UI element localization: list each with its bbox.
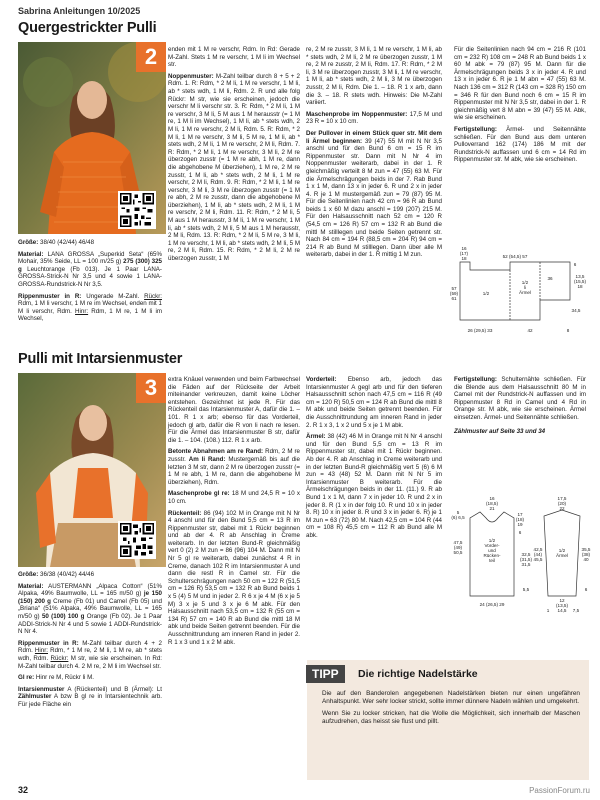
section1-title: Quergestrickter Pulli [18, 20, 157, 36]
dim-label: 1 [546, 608, 550, 613]
section2-title: Pulli mit Intarsienmuster [18, 351, 183, 367]
stockinette-label: Gl re: [18, 674, 35, 682]
dim-label: (59) [450, 291, 459, 296]
dim-label: 61 [451, 296, 457, 301]
dim-label: 47,5 [453, 540, 463, 545]
decrease-label: Betonte Abnahmen am re Rand: [168, 448, 264, 456]
dim-label: (49) [453, 545, 463, 550]
material-text-3: Orange (Fb 02). Je 1 Paar ADDI-Strick-N Nr 4 und 5 sowie 1 ADDI-Rundstrick-N Nr 4. [18, 612, 162, 636]
dim-label: 45,5 [533, 557, 543, 562]
pullover-continued: Für die Seitenlinien nach 94 cm = 216 R (101 cm = 232 R) 108 cm = 248 R ab Bund beids 1 x 60 M abk = 79 (87) 95 M. Dann für die Ärmelschrägungen beids 3 x in jeder 4. R und 13 x in jeder 6. R je 1 M abn = 47 (55) 63 M. Nach 136 cm = 312 R (143 cm = 328 R) 150 cm = 346 R für den Bund noch 6 cm = 15 R im Rippenmuster mit N Nr 3,5 str, dabei in der 1. R gleichmäßig vert 8 M abn = 39 (47) 55 M. Abk, wie sie erscheinen. [454, 46, 586, 122]
intarsia-continued: extra Knäuel verwenden und beim Farbwechsel die Fäden auf der Rückseite der Arbeit miteinander verkreuzen, damit keine Löcher entstehen. Gezeichnet ist jede R. Für das Rückenteil das Intarsienmuster A, dafür die 1. – 101. R 1 x arb; ebenso für das Vorderteil, jedoch gl arb, dafür die R von li nach re lesen. Für die Ärmel das Intarsienmuster B str, dafür die 1. – 104. (108.) 112. R 1 x arb. [168, 376, 300, 444]
section2-column-3 [306, 376, 442, 543]
gauge-label: Maschenprobe gl re: [168, 490, 230, 498]
rib-pattern-text-2: Rdm, * 1 M re, 2 M li, 1 M re, ab * stets wdh, Rdm. [18, 647, 162, 662]
back-label: Rückenteil: [168, 509, 202, 517]
watermark: PassionForum.ru [529, 786, 590, 795]
dim-label: 35,5 [581, 547, 591, 552]
bobble-pattern-label: Noppenmuster: [168, 72, 214, 80]
gauge-text: 18 M und 24,5 R = 10 x 10 cm. [168, 490, 301, 505]
qr-code[interactable] [118, 521, 156, 559]
finishing-label: Fertigstellung: [454, 125, 497, 133]
dim-label: 16 [489, 496, 495, 501]
dim-label: und [488, 548, 496, 553]
bobble-pattern-text: M-Zahl teilbar durch 8 + 5 + 2 Rdm. 1. R: Rdm, * 2 M li, 1 M re verschr, 1 M li, ab * stets wdh, 1 M li, Rdm. 2. R und alle folg Rückr: M str, wie sie erscheinen, jedoch die verschr M li verschr str. 3. R: Rdm, * 2 M li, 1 M re verschr, 3 M li, 5 M aus 1 M herausstr (= 1 M re, 1 M li im Wechsel), 1 M li, ab * stets wdh, 2 M li, 1 M re verschr, 2 M li, Rdm. 5. R: Rdm, * 2 M li, 1 M re verschr, 3 M li, 5 M re, 1 M li, ab * stets wdh, 2 M li, 1 M re verschr, 2 M li, Rdm. 7. R: Rdm, * 2 M li, 1 M re verschr, 3 M li, 2 M re überzogen zusstr (= 1 M re abh, 1 M re, dann die abgehobene M überziehen), 1 M re, 2 M re zusstr, 1 M li, ab * stets wdh, 2 M li, 1 M re verschr, 2 M li, Rdm. 9. R: Rdm, * 2 M li, 1 M re verschr, 3 M li, 3 M re überzogen zusstr (= 1 M re abh, 2 M re zusstr, dann die abgehobene M überziehen), 1 M li, ab * stets wdh, 2 M li, 1 M re verschr, 2 M li, Rdm. 11. R: Rdm, * 2 M li, 5 M aus 1 M herausstr, 3 M li, 1 M re verschr, 1 M li, ab * stets wdh, 2 M li, 5 M aus 1 M herausstr, 2 M li, Rdm. 13. R: Rdm, * 2 M li, 5 M re, 3 M li, 1 M re verschr, 1 M li, ab * stets wdh, 2 M li, 5 M re, 2 M li, Rdm. 15. R: Rdm, * 2 M li, 2 M re überzogen zusstr, 1 M [168, 72, 300, 263]
dim-label: 24 (26,5) 29 [479, 602, 505, 607]
dim-label: (13,5) [555, 603, 569, 608]
tip-paragraph-2: Wenn Sie zu locker stricken, hat die Wolle die Möglichkeit, sich innerhalb der Maschen aufzudrehen, das heisst sie flust und pillt. [322, 710, 580, 725]
wrong-side-row-label: Rückr: [144, 292, 162, 300]
rib-pattern-text: M-Zahl teilbar durch 4 + 2 Rdm. [18, 639, 162, 655]
dim-label: (18) [515, 517, 525, 522]
section1-column-1 [18, 239, 162, 327]
front-text: Ebenso arb, jedoch das Intarsienmuster A gegl arb und für den tieferen Halsausschnitt schon nach 47,5 cm = 116 R (49 cm = 120 R) 50,5 cm = 124 R ab Bund die mittl 8 M abk und beide Seiten getrennt beenden. Für die Ausschnittrundung am inneren Rand in jeder 2. R 1 x 3, 1 x 2 und 5 x je 1 M abk. [306, 376, 442, 429]
intarsia-text: A (Rückenteil) und B (Ärmel): Lt [64, 685, 162, 693]
dim-label: Rücken- [483, 553, 501, 558]
pattern-number-badge: 3 [136, 373, 166, 403]
material-text-2: Creme (Fb 01) und Camel (Fb 05) und „Briana“ (51% Alpaka, 49% Baumwolle, LL = 165 m/50 g) [18, 597, 162, 620]
rib-pattern-label: Rippenmuster in R: [18, 292, 82, 300]
section1-column-2 [168, 46, 300, 267]
dim-label: 7,5 [572, 608, 580, 613]
dim-label: 32,5 [521, 552, 531, 557]
dim-label: 6 [584, 587, 588, 592]
page-number: 32 [18, 785, 29, 795]
dim-label: (31,5) [519, 557, 533, 562]
dim-label: 5 [456, 510, 460, 515]
dim-label: Ärmel [556, 553, 568, 558]
dim-label: 18 [461, 256, 467, 261]
chart-caption: Zählmuster auf Seite 33 und 34 [454, 427, 546, 435]
finishing-text: Ärmel- und Seitennähte schließen. Für den Bund aus dem unteren Pulloverrand 162 (174) 186 M mit der Rundstrick-N auffassen und 6 cm = 14 Rd im Rippenmuster str. M abk, wie sie erscheinen. [454, 125, 586, 164]
dim-label: 1/2 [521, 280, 529, 285]
finishing-label: Fertigstellung: [454, 376, 497, 383]
dim-label: (15,5) [573, 279, 587, 284]
dim-label: Ärmel [519, 290, 531, 295]
decrease-left-label: Am li Rand: [188, 455, 226, 463]
dim-label: 42 [527, 328, 533, 333]
material-label: Material: [18, 582, 44, 590]
tip-paragraph-1: Die auf den Banderolen angegebenen Nadelstärken bieten nur einen ungefähren Anhaltspunkt. Wer sehr locker strickt, sollte immer dünnere Nadeln wählen und umgekehrt. [322, 690, 580, 705]
intarsia-label: Intarsienmuster [18, 685, 65, 693]
rib-pattern-label: Rippenmuster in R: [18, 639, 79, 647]
dim-label: 22 [559, 506, 565, 511]
section2-column-4 [454, 376, 586, 439]
chart-ref: Zählmuster [18, 693, 52, 701]
dim-label: 8 [566, 328, 570, 333]
size-value: 38/40 (42/44) 46/48 [38, 239, 95, 246]
rib-pattern-text-3: M str, wie sie erscheinen. In Rd: M-Zahl teilbar durch 4. 2 M re, 2 M li im Wechsel str. [18, 654, 162, 670]
dim-label: teil [489, 558, 495, 563]
rib-pattern-text: Ungerade M-Zahl. [81, 292, 145, 300]
material-text: AUSTERMANN „Alpaca Cotton“ (51% Alpaka, 49% Baumwolle, LL = 165 m/50 g) [18, 582, 162, 598]
dim-label: (44) [533, 552, 543, 557]
size-label: Größe: [18, 571, 39, 578]
pattern-number-badge: 2 [136, 42, 166, 72]
dim-label: 13,5 [575, 274, 585, 279]
section2-column-2 [168, 376, 300, 650]
schematic-diagram-2 [448, 496, 593, 616]
size-value: 36/38 (40/42) 44/46 [38, 571, 95, 578]
dim-label: (18,5) [485, 501, 499, 506]
dim-label: 26 (29,5) 33 [467, 328, 493, 333]
dim-label: 40 [583, 557, 589, 562]
dim-label: 31,5 [521, 562, 531, 567]
decrease-left-text: Mustergemäß bis auf die letzten 3 M str, dann 2 M re überzogen zusstr (= 1 M re abh, 1 M re, dann die abgehobene M überziehen), Rdm. [168, 455, 300, 486]
material-text: LANA GROSSA „Superkid Seta“ (65% Mohair, 35% Seide, LL = 100 m/25 g) [18, 250, 162, 266]
qr-code[interactable] [118, 191, 156, 229]
dim-label: 14,5 [557, 608, 567, 613]
dim-label: 57 [451, 286, 457, 291]
material-amount: 275 (300) 325 g [18, 258, 162, 273]
wrong-side-row-label: Rückr: [50, 654, 69, 662]
dim-label: 50,5 [453, 550, 463, 555]
size-label: Größe: [18, 239, 39, 246]
dim-label: 1/2 [558, 548, 566, 553]
gauge-text: 17,5 M und 23 R = 10 x 10 cm. [306, 110, 442, 126]
dim-label: (20) [557, 501, 567, 506]
pullover-label: Der Pullover in einem Stück quer str. Mit dem li Ärmel beginnen: [306, 129, 442, 145]
bobble-continued: re, 2 M re zusstr, 3 M li, 1 M re verschr, 1 M li, ab * stets wdh, 2 M li, 2 M re überzogen zusstr, 1 M re, 2 M re zusstr, 2 M li, Rdm. 17. R: Rdm, * 2 M li, 3 M re überzogen zusstr, 3 M li, 1 M re verschr, 1 M li, ab * stets wdh, 2 M li, 3 M re überzogen zusstr, 2 M li, Rdm. Die 1. – 18. R 1 x arb, dann die 3. – 18. R stets wdh. Hinweis: Die M-Zahl variiert. [306, 46, 442, 107]
section1-column-3 [306, 46, 442, 263]
dim-label: 6 [518, 530, 522, 535]
material-text-2: Leuchtorange (Fb 013). Je 1 Paar LANA-GROSSA-Strick-N Nr 3,5 und 4 sowie 1 LANA-GROSSA-Rundstrick-N Nr 3,5. [18, 265, 162, 288]
dim-label: 42,5 [533, 547, 543, 552]
dim-label: (6) 6,5 [451, 515, 465, 520]
dim-label: 16 [461, 246, 467, 251]
dim-label: (38) [581, 552, 591, 557]
dim-label: Vorder- [484, 543, 500, 548]
pullover-text: 39 (47) 55 M mit N Nr 3,5 anschl und für den Bund 6 cm = 15 R im Rippenmuster str. Dann mit N Nr 4 im Noppenmuster weiterarb, dabei in der 1. R gleichmäßig verteilt 8 M zun = 47 (55) 63 M. Für die Ärmelschrägungen beids in der 7. Rab Bund 1 x 1 M, dann 13 x in jeder 6. R und 2 x in jeder 4. R je 1 M mustergemäß zun = 79 (87) 95 M. Für die Seitenlinien nach 42 cm = 96 R ab Bund beids 1 x 60 M dazu anschl = 199 (207) 215 M. Für den Halsausschnitt nach 52 cm = 120 R (54,5 cm = 126 R) 57 cm = 132 R ab Bund die mittl M stilllegen und beide Seiten getrennt str. Nach 84 cm = 194 R (88,5 cm = 204 R) 94 cm = 214 R ab Bund M stilllegen. Dann über alle M weiterarb, dabei in der 1. R mittig 1 M zun. [306, 137, 442, 259]
tip-label: TIPP [306, 665, 345, 683]
material-label: Material: [18, 250, 44, 258]
stockinette-text: Hinr re M, Rückr li M. [34, 674, 94, 682]
section1-column-4 [454, 46, 586, 168]
back-text: 86 (94) 102 M in Orange mit N Nr 4 anschl und für den Bund 5,5 cm = 13 R im Rippenmuster str, dabei mit 1 Rückr beginnen und ab der 4. R ab Anschlag in Creme weiterarb. In der letzten Bund-R gleichmäßig vert 0 (2) 2 M zun = 86 (96) 104 M. Dann mit N Nr 5 gl re weiterarb, dabei zunächst 4 R in Creme, danach 102 R im Intarsienmuster A und dann die restl R in Camel str. Für die Schulterschrägungen nach 50 cm = 122 R (51,5 cm = 126 R) 53,5 cm = 132 R ab Bund beids 1 x 5 (4) 5 M und in jeder 2. R 6 x je 4 M (6 x je 5 M) 3 x je 5 und 3 x je 6 M abk. Für den Halsausschnitt nach 53,5 cm = 132 R (55 cm = 134 R) 57 cm = 140 R ab Bund die mittl 18 M abk und beide Seiten getrennt beenden. Für die Ausschnittrundung am inneren Rand in jeder 2. R 1 x 3 und 1 x 2 M abk. [168, 509, 300, 646]
tip-text [322, 690, 580, 730]
dim-label: 21 [489, 506, 495, 511]
dim-label: 17,5 [557, 496, 567, 501]
dim-label: 12 [559, 598, 565, 603]
dim-label: 36 [547, 276, 553, 281]
material-amount-2: 50 (100) 100 g [41, 612, 85, 620]
front-label: Vorderteil: [306, 376, 337, 383]
finishing-text: Schulternähte schließen. Für die Blende aus dem Halsausschnitt 80 M in Camel mit der Rundstrick-N auffassen und im Rippenmuster 8 Rd in Camel und 4 Rd in Orange str. M abk, wie sie erscheinen. Ärmel einsetzen. Ärmel- und Seitennähte schließen. [454, 376, 586, 421]
dim-label: 1/2 [482, 291, 490, 296]
rib-pattern-text-3: Rdm, 1 M re, 1 M li im Wechsel, [18, 307, 162, 323]
rib-continued: enden mit 1 M re verschr, Rdm. In Rd: Gerade M-Zahl. Stets 1 M re verschr, 1 M li im Wechsel str. [168, 46, 300, 69]
magazine-header: Sabrina Anleitungen 10/2025 [18, 6, 141, 16]
section2-column-1 [18, 571, 162, 713]
gauge-label: Maschenprobe im Noppenmuster: [306, 110, 408, 118]
dim-label: 17 [517, 512, 523, 517]
dim-label: 6 [573, 262, 577, 267]
dim-label: 18 [577, 284, 583, 289]
sleeve-label: Ärmel: [306, 433, 326, 441]
sleeve-text: 38 (42) 46 M in Orange mit N Nr 4 anschl und für den Bund 5,5 cm = 13 R im Rippenmuster str, dabei mit 1 Rückr beginnen. Ab der 4. R ab Anschlag in Creme weiterarb und in der letzten Bund-R gleichmäßig vert 5 (6) 6 M zun = 43 (48) 52 M. Dann mit N Nr 5 im Intarsienmuster B weiterarb. Für die Ärmelschrägungen beids in der 11. (11.) 9. R ab Bund 1 x 1 M, dann 7 x in jeder 10. R und 2 x in jeder 8. R (1 x in der folg 10. R und 10 x in jeder 8. R) 10 x in jeder 8. R und 3 x in jeder 6. R) je 1 M zun = 63 (72) 80 M. Nach 42,5 cm = 104 R (44 cm = 108 R) 45,5 cm = 112 R ab Bund alle M abk. [306, 433, 442, 539]
right-side-row-label: Hinr: [34, 647, 48, 655]
rib-pattern-text-2: Rdm, 1 M li verschr, 1 M re im Wechsel, enden mit 1 M li verschr, Rdm. [18, 300, 162, 315]
schematic-diagram-1 [450, 240, 590, 350]
right-side-row-label: Hinr: [75, 307, 89, 315]
dim-label: (17) [459, 251, 469, 256]
dim-label: 1/2 [488, 538, 496, 543]
dim-label: 52 (54,5) 57 [502, 254, 528, 259]
dim-label: 34,5 [571, 308, 581, 313]
dim-label: 19 [517, 522, 523, 527]
decrease-text: Rdm, 2 M re zusstr. [168, 448, 300, 463]
dim-label: 5,5 [522, 587, 530, 592]
tip-title: Die richtige Nadelstärke [358, 668, 478, 680]
material-amount: je 150 (150) 200 g [18, 590, 163, 605]
intarsia-text-2: A bzw B gl re in Intarsientechnik arb. Für jede Fläche ein [18, 693, 162, 708]
dim-label: li [523, 285, 527, 290]
